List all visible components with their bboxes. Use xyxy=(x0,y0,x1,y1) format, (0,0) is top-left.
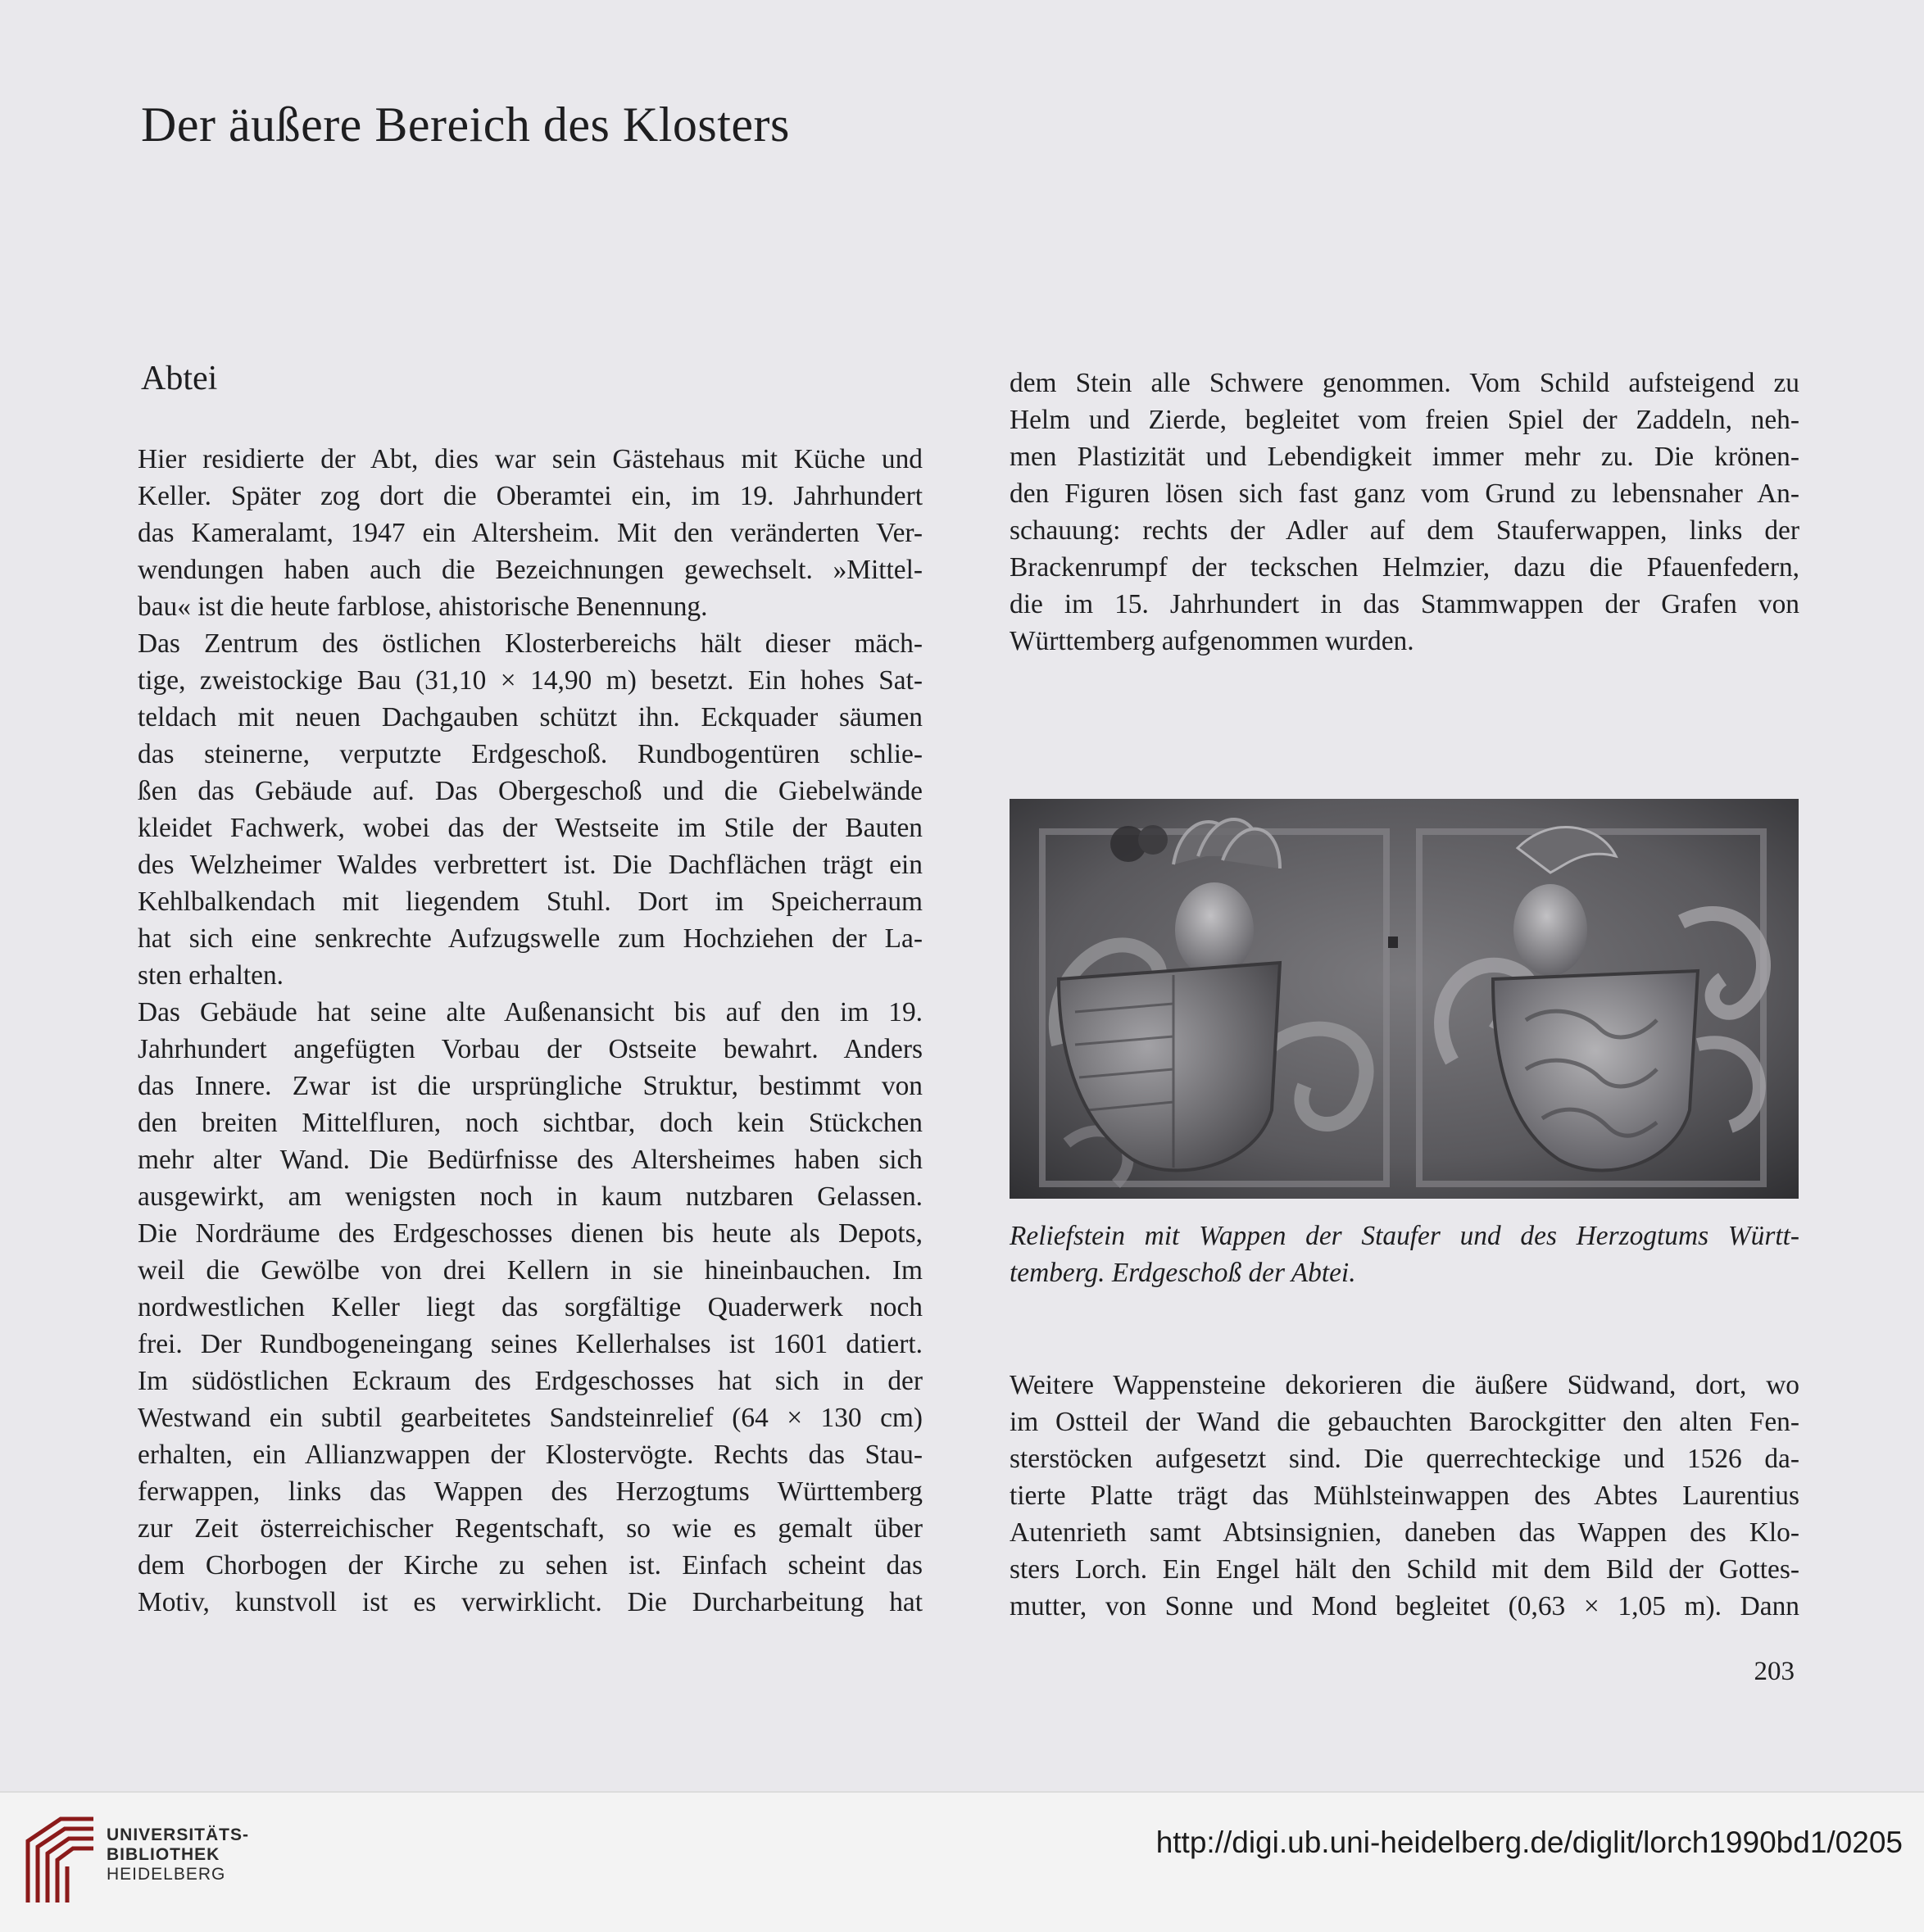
text-line: frei. Der Rundbogeneingang seines Kellerhalses ist 1601 datiert. xyxy=(138,1329,923,1359)
section-title: Abtei xyxy=(141,360,218,397)
digitization-footer xyxy=(0,1791,1924,1932)
text-line: ferwappen, links das Wappen des Herzogtums Württemberg xyxy=(138,1476,923,1507)
library-name-line3: HEIDELBERG xyxy=(107,1865,226,1884)
left-column-text xyxy=(138,441,923,1621)
text-line: Helm und Zierde, begleitet vom freien Spiel der Zaddeln, neh- xyxy=(1010,405,1799,435)
text-line: Keller. Später zog dort die Oberamtei ein, im 19. Jahrhundert xyxy=(138,481,923,511)
library-name-line2: BIBLIOTHEK xyxy=(107,1845,220,1864)
text-line: Brackenrumpf der teckschen Helmzier, dazu die Pfauenfedern, xyxy=(1010,552,1799,583)
text-line: tige, zweistockige Bau (31,10 × 14,90 m) besetzt. Ein hohes Sat- xyxy=(138,665,923,696)
text-line: kleidet Fachwerk, wobei das der Westseite im Stile der Bauten xyxy=(138,813,923,843)
text-line: bau« ist die heute farblose, ahistorische Benennung. xyxy=(138,592,708,622)
text-line: ßen das Gebäude auf. Das Obergeschoß und die Giebelwände xyxy=(138,776,923,806)
relief-photograph xyxy=(1010,799,1799,1199)
text-line: wendungen haben auch die Bezeichnungen gewechselt. »Mittel- xyxy=(138,555,923,585)
text-line: teldach mit neuen Dachgauben schützt ihn. Eckquader säumen xyxy=(138,702,923,732)
library-name xyxy=(107,1825,249,1884)
figure-caption xyxy=(1010,1218,1799,1291)
text-line: sterstöcken aufgesetzt sind. Die querrechteckige und 1526 da- xyxy=(1010,1444,1799,1474)
text-line: im Ostteil der Wand die gebauchten Barockgitter den alten Fen- xyxy=(1010,1407,1799,1437)
text-line: schauung: rechts der Adler auf dem Stauferwappen, links der xyxy=(1010,515,1799,546)
text-line: Das Gebäude hat seine alte Außenansicht bis auf den im 19. xyxy=(138,997,923,1027)
text-line: des Welzheimer Waldes verbrettert ist. Die Dachflächen trägt ein xyxy=(138,850,923,880)
text-line: Im südöstlichen Eckraum des Erdgeschosses hat sich in der xyxy=(138,1366,923,1396)
text-line: weil die Gewölbe von drei Kellern in sie hineinbauchen. Im xyxy=(138,1255,923,1286)
text-line: mehr alter Wand. Die Bedürfnisse des Altersheimes haben sich xyxy=(138,1145,923,1175)
text-line: Weitere Wappensteine dekorieren die äußere Südwand, dort, wo xyxy=(1010,1370,1799,1400)
text-line: Autenrieth samt Abtsinsignien, daneben das Wappen des Klo- xyxy=(1010,1517,1799,1548)
text-line: ausgewirkt, am wenigsten noch in kaum nutzbaren Gelassen. xyxy=(138,1181,923,1212)
text-line: den Figuren lösen sich fast ganz vom Grund zu lebensnaher An- xyxy=(1010,478,1799,509)
text-line: Kehlbalkendach mit liegendem Stuhl. Dort im Speicherraum xyxy=(138,887,923,917)
text-line: sters Lorch. Ein Engel hält den Schild mit dem Bild der Gottes- xyxy=(1010,1554,1799,1585)
text-line: Westwand ein subtil gearbeitetes Sandsteinrelief (64 × 130 cm) xyxy=(138,1403,923,1433)
page-number: 203 xyxy=(1754,1657,1795,1686)
text-line: die im 15. Jahrhundert in das Stammwappen der Grafen von xyxy=(1010,589,1799,619)
library-logo-icon xyxy=(20,1812,98,1911)
text-line: das Innere. Zwar ist die ursprüngliche Struktur, bestimmt von xyxy=(138,1071,923,1101)
coat-of-arms-relief-image xyxy=(1010,799,1799,1199)
text-line: Motiv, kunstvoll ist es verwirklicht. Die Durcharbeitung hat xyxy=(138,1587,923,1617)
text-line: Das Zentrum des östlichen Klosterbereichs hält dieser mäch- xyxy=(138,628,923,659)
text-line: erhalten, ein Allianzwappen der Klostervögte. Rechts das Stau- xyxy=(138,1440,923,1470)
source-url-link[interactable]: http://digi.ub.uni-heidelberg.de/diglit/lorch1990bd1/0205 xyxy=(1155,1825,1903,1859)
text-line: Hier residierte der Abt, dies war sein Gästehaus mit Küche und xyxy=(138,444,923,474)
text-line: Die Nordräume des Erdgeschosses dienen bis heute als Depots, xyxy=(138,1218,923,1249)
text-line: mutter, von Sonne und Mond begleitet (0,63 × 1,05 m). Dann xyxy=(1010,1591,1799,1621)
chapter-title: Der äußere Bereich des Klosters xyxy=(141,98,790,152)
text-line: temberg. Erdgeschoß der Abtei. xyxy=(1010,1258,1356,1288)
text-line: dem Stein alle Schwere genommen. Vom Schild aufsteigend zu xyxy=(1010,368,1799,398)
right-column-text-top xyxy=(1010,365,1799,660)
library-name-line1: UNIVERSITÄTS- xyxy=(107,1825,250,1844)
text-line: den breiten Mittelfluren, noch sichtbar, doch kein Stückchen xyxy=(138,1108,923,1138)
text-line: tierte Platte trägt das Mühlsteinwappen des Abtes Laurentius xyxy=(1010,1481,1799,1511)
text-line: zur Zeit österreichischer Regentschaft, so wie es gemalt über xyxy=(138,1513,923,1544)
text-line: men Plastizität und Lebendigkeit immer mehr zu. Die krönen- xyxy=(1010,442,1799,472)
text-line: das Kameralamt, 1947 ein Altersheim. Mit den veränderten Ver- xyxy=(138,518,923,548)
text-line: Reliefstein mit Wappen der Staufer und des Herzogtums Württ- xyxy=(1010,1221,1799,1251)
text-line: Württemberg aufgenommen wurden. xyxy=(1010,626,1414,656)
right-column-text-bottom xyxy=(1010,1367,1799,1625)
text-line: Jahrhundert angefügten Vorbau der Ostseite bewahrt. Anders xyxy=(138,1034,923,1064)
text-line: nordwestlichen Keller liegt das sorgfältige Quaderwerk noch xyxy=(138,1292,923,1322)
text-line: dem Chorbogen der Kirche zu sehen ist. Einfach scheint das xyxy=(138,1550,923,1581)
text-line: sten erhalten. xyxy=(138,960,284,991)
text-line: das steinerne, verputzte Erdgeschoß. Rundbogentüren schlie- xyxy=(138,739,923,769)
text-line: hat sich eine senkrechte Aufzugswelle zum Hochziehen der La- xyxy=(138,923,923,954)
